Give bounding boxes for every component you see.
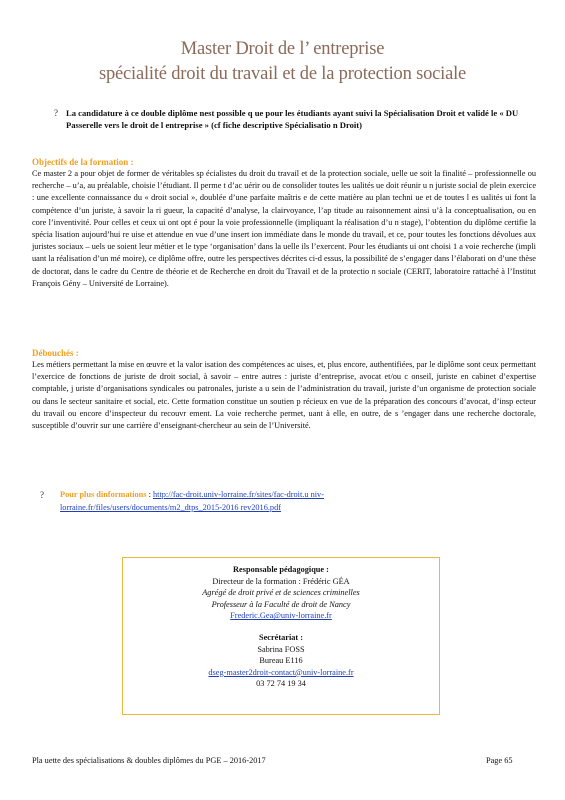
secretariat-email-link[interactable]: dseg-master2droit-contact@univ-lorraine.fr bbox=[208, 667, 354, 677]
debouches-heading: Débouchés : bbox=[32, 348, 79, 358]
page-title-line1: Master Droit de l’ entreprise bbox=[180, 39, 385, 59]
debouches-paragraph: Les métiers permettant la mise en œuvre et la valor isation des compétences ac uises, et, plus encore, authentifiées, par le diplôme sont ceux permettant l’exercice de fonctions de juriste de droit social, à savoir – entre autres : juriste d’entreprise, avocat et/ou c onseil, juriste en cabinet d’expertise comptable, j uriste d’organisations syndicales ou patronales, juriste a u sein de l’administration du travail, juriste d’un organisme de protection sociale ou dans le secteur sanitaire et social, etc. Cette formation constitue un soutien p récieux en vue de la préparation des concours d’avocat, d’insp ecteur du travail ou encore d’inspecteur du recouvr ement. La voie recherche permet, uant à elle, en outre, de s ’engager dans une recherche doctorale, susceptible d’ouvrir sur une carrière d’enseignant-chercheur au sein de l’Université. bbox=[32, 360, 536, 431]
phone-number: 03 72 74 19 34 bbox=[256, 679, 306, 689]
responsable-heading: Responsable pédagogique : bbox=[233, 565, 329, 574]
secretary-name: Sabrina FOSS bbox=[257, 644, 305, 654]
candidature-note bbox=[54, 107, 536, 131]
objectifs-paragraph: Ce master 2 a pour objet de former de véritables sp écialistes du droit du travail et de la protection sociale, uelle ue soit la finalité – professionnelle ou recherche – u’a, au préalable, choisie l’étudiant. Il perme t d’ac uérir ou de consolider toutes les ualités ue doit réunir u n juriste social de plein exercice : une excellente connaissance du « droit social », doublée d’une parfaite maîtris e de cette matière au plan techni ue et de toutes l es ualités ui font la compétence d’un juriste, à savoir la ri gueur, la capacité d’analyse, la clairvoyance, l’ap titude au raisonnement ainsi u’à la conceptualisation, ou en core l’inventivité. Pour celles et ceux ui ont opt é pour la voie professionnelle (impliquant la réalisation d’u n stage), l’obtention du diplôme certifie la spécia lisation aujourd’hui re uise et attendue en vue d’une insert ion immédiate dans le monde du travail, et ce, pour toutes les fonctions dévolues aux juristes sociaux – uels ue soient leur métier et le type ‘organisation’ dans la uelle ils l’exercent. Pour les étudiants ui ont choisi 1 a voie recherche (impli uant la réalisation d’un mé moire), ce diplôme offre, outre les perspectives décrites ci-d essus, la possibilité de s’engager dans l’élaborati on d’une thèse de doctorat, dans le cadre du Centre de théorie et de Recherche en droit du Travail et de la protectio n sociale (CERIT, laboratoire rattaché à l’Institut François Gény – Université de Lorraine). bbox=[32, 169, 536, 288]
page-number: Page 65 bbox=[486, 756, 513, 765]
director-position: Professeur à la Faculté de droit de Nancy bbox=[211, 599, 351, 609]
page-title-line2: spécialité droit du travail et de la protection sociale bbox=[98, 64, 467, 84]
director-title: Agrégé de droit privé et de sciences criminelles bbox=[202, 588, 360, 598]
more-info bbox=[40, 489, 460, 514]
office-number: Bureau E116 bbox=[259, 656, 303, 666]
more-info-separator: : bbox=[146, 490, 153, 499]
candidature-text: La candidature à ce double diplôme nest possible q ue pour les étudiants ayant suivi la Spécialisation Droit et validé le « DU Passerelle vers le droit de l entreprise » (cf fiche descriptive Spécialisatio n Droit) bbox=[66, 108, 519, 130]
bullet-marker: ? bbox=[54, 108, 58, 118]
footer-text: Pla uette des spécialisations & doubles diplômes du PGE – 2016-2017 bbox=[32, 756, 266, 765]
director-email-link[interactable]: Frederic.Gea@univ-lorraine.fr bbox=[230, 611, 332, 621]
more-info-label: Pour plus dinformations bbox=[60, 490, 147, 499]
contact-box bbox=[122, 557, 440, 715]
director-name: Directeur de la formation : Frédéric GÉA bbox=[212, 576, 350, 586]
secretariat-heading: Secrétariat : bbox=[259, 632, 303, 642]
objectifs-heading: Objectifs de la formation : bbox=[32, 157, 134, 167]
bullet-marker: ? bbox=[40, 490, 44, 500]
more-info-link[interactable]: http://fac-droit.univ-lorraine.fr/sites/fac-droit.u niv-lorraine.fr/files/users/documents/m2_dtps_2015-2016 rev2016.pdf bbox=[60, 490, 324, 512]
